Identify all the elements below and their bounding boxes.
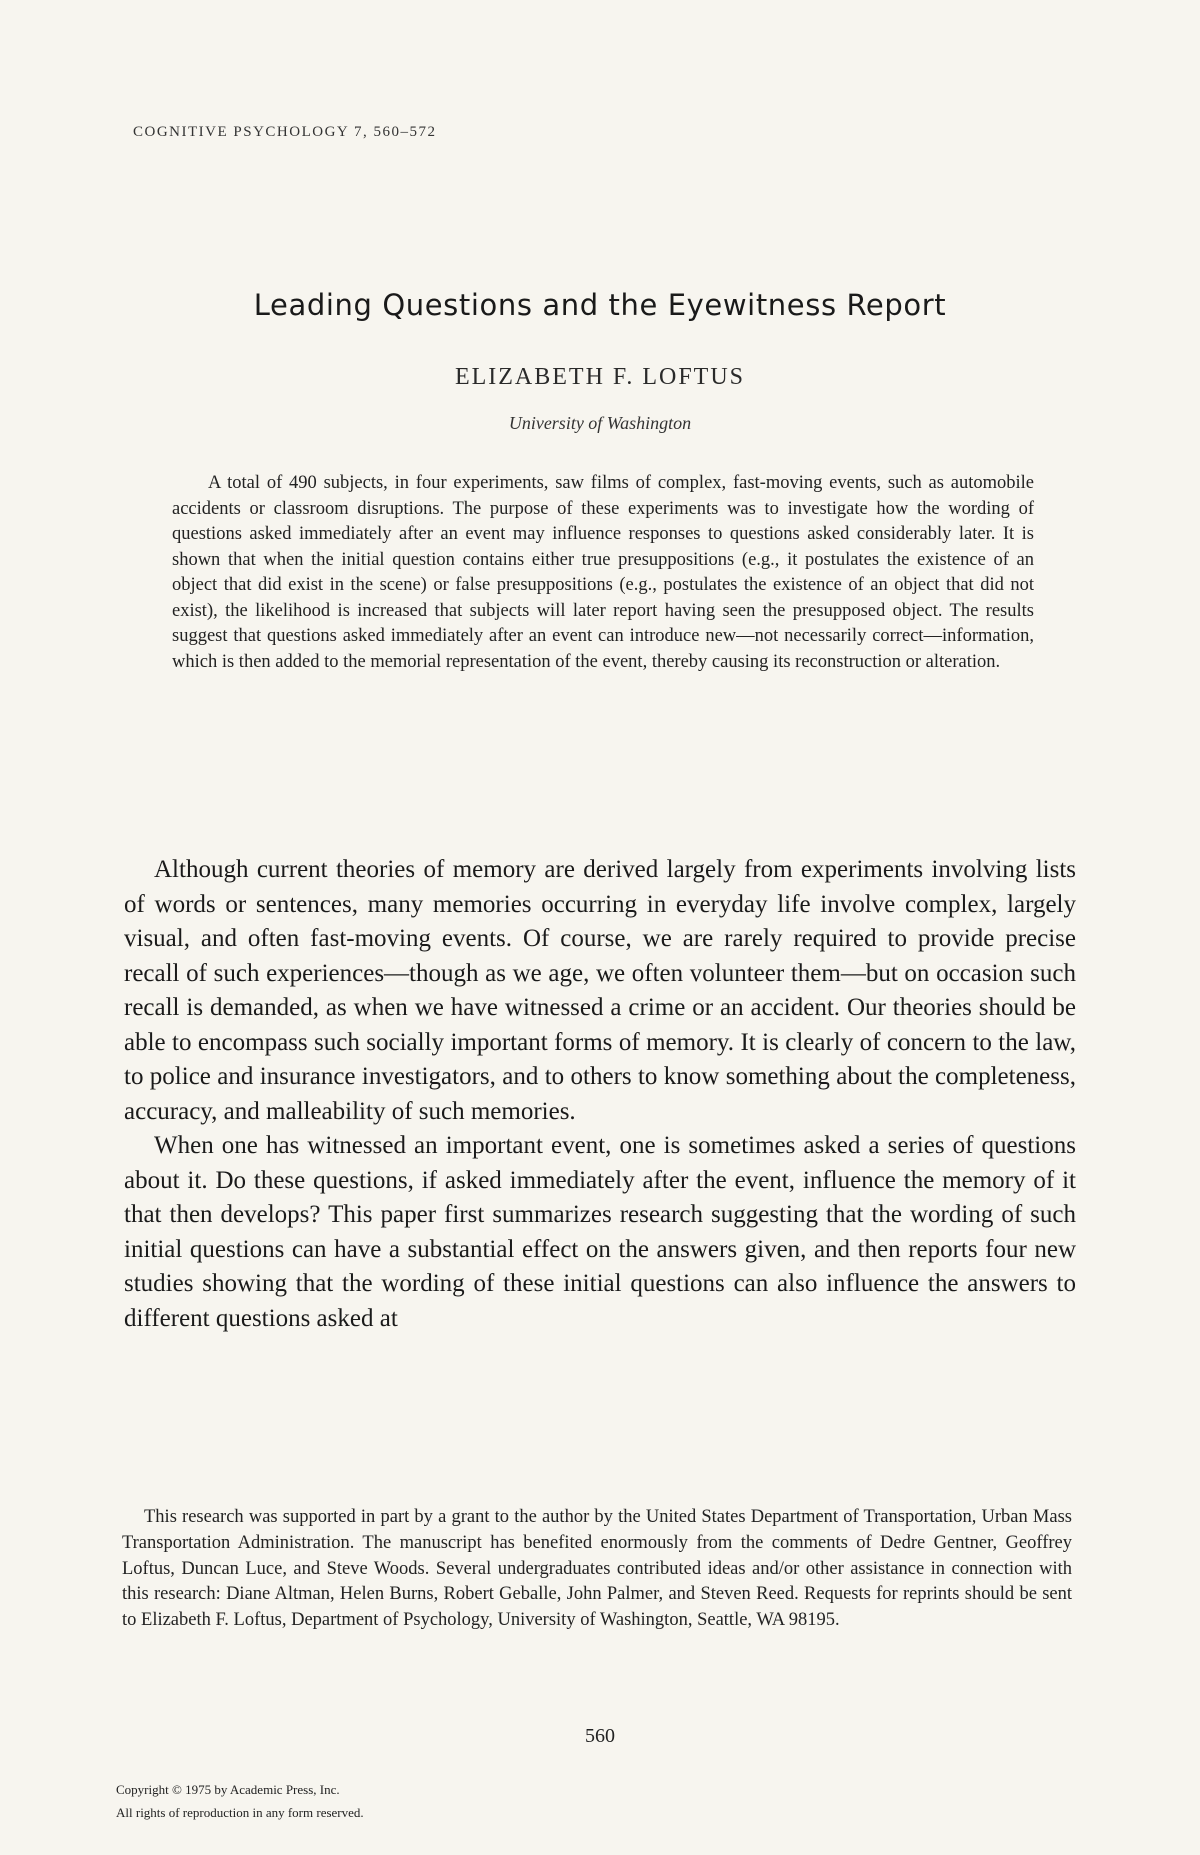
copyright-notice <box>116 1778 364 1824</box>
body-text <box>124 853 1076 1336</box>
rights-line: All rights of reproduction in any form reserved. <box>116 1805 364 1820</box>
author-name: ELIZABETH F. LOFTUS <box>454 364 746 390</box>
journal-header: COGNITIVE PSYCHOLOGY 7, 560–572 <box>133 124 437 140</box>
page-number: 560 <box>585 1725 615 1747</box>
footnote: This research was supported in part by a grant to the author by the United States Department of Transportation, Urban Mass Transportation Administration. The manuscript has benefited enormously from the comments of Dedre Gentner, Geoffrey Loftus, Duncan Luce, and Steve Woods. Several undergraduates contributed ideas and/or other assistance in connection with this research: Diane Altman, Helen Burns, Robert Geballe, John Palmer, and Steven Reed. Requests for reprints should be sent to Elizabeth F. Loftus, Department of Psychology, University of Washington, Seattle, WA 98195. <box>122 1507 1072 1631</box>
copyright-line: Copyright © 1975 by Academic Press, Inc. <box>116 1782 340 1797</box>
body-paragraph: Although current theories of memory are derived largely from experiments involving lists of words or sentences, many memories occurring in everyday life involve complex, largely visual, and often fast-moving events. Of course, we are rarely required to provide precise recall of such experiences—though as we age, we often volunteer them—but on occasion such recall is demanded, as when we have witnessed a crime or an accident. Our theories should be able to encompass such socially important forms of memory. It is clearly of concern to the law, to police and insurance investigators, and to others to know something about the completeness, accuracy, and malleability of such memories. <box>124 856 1076 1125</box>
article-title: Leading Questions and the Eyewitness Report <box>253 288 947 322</box>
abstract: A total of 490 subjects, in four experiments, saw films of complex, fast-moving events, such as automobile accidents or classroom disruptions. The purpose of these experiments was to investigate how the wording of questions asked immediately after an event may influence responses to questions asked considerably later. It is shown that when the initial question contains either true presuppositions (e.g., it postulates the existence of an object that did exist in the scene) or false presuppositions (e.g., postulates the existence of an object that did not exist), the likelihood is increased that subjects will later report having seen the presupposed object. The results suggest that questions asked immediately after an event can introduce new—not necessarily correct—information, which is then added to the memorial representation of the event, thereby causing its reconstruction or alteration. <box>172 473 1034 672</box>
author-affiliation: University of Washington <box>508 413 692 433</box>
body-paragraph: When one has witnessed an important event, one is sometimes asked a series of questions about it. Do these questions, if asked immediately after the event, influence the memory of it that then develops? This paper first summarizes research suggesting that the wording of such initial questions can have a substantial effect on the answers given, and then reports four new studies showing that the wording of these initial questions can also influence the answers to different questions asked at <box>124 1132 1076 1332</box>
